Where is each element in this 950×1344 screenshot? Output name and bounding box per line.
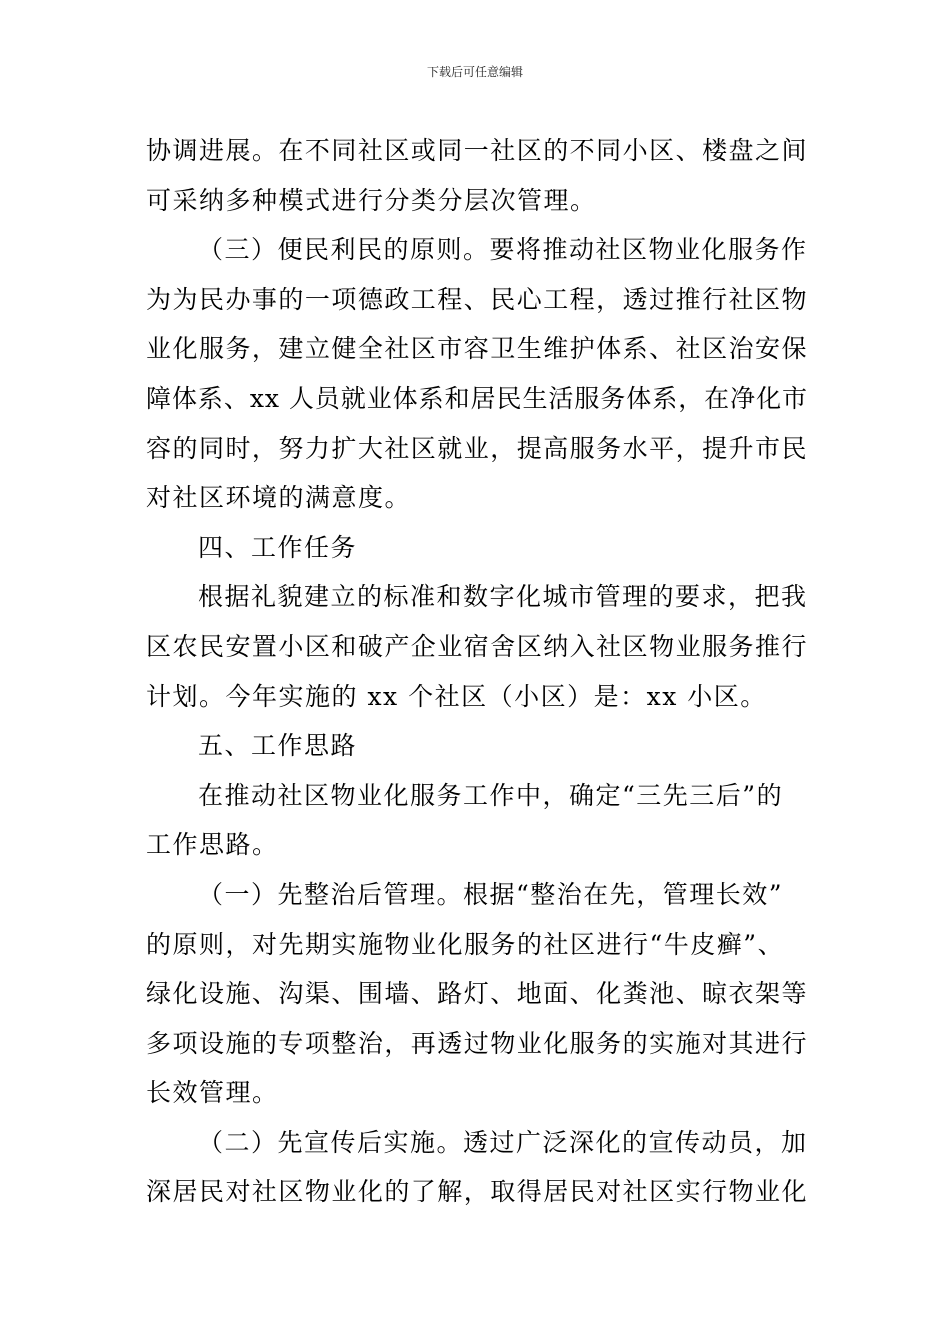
text-line: 计划。今年实施的 xx 个社区（小区）是：xx 小区。	[146, 681, 767, 711]
text-line: 在推动社区物业化服务工作中，确定“三先三后”的	[198, 780, 784, 810]
text-line: 障体系、xx 人员就业体系和居民生活服务体系，在净化市	[146, 383, 808, 413]
document-body	[146, 126, 808, 1217]
text-line: 对社区环境的满意度。	[146, 483, 412, 513]
text-line: （二）先宣传后实施。透过广泛深化的宣传动员，加	[198, 1127, 808, 1157]
text-line: 四、工作任务	[198, 532, 358, 562]
text-line: （三）便民利民的原则。要将推动社区物业化服务作	[198, 235, 808, 265]
text-line: 业化服务，建立健全社区市容卫生维护体系、社区治安保	[146, 334, 808, 364]
text-line: 深居民对社区物业化的了解，取得居民对社区实行物业化	[146, 1177, 808, 1207]
text-line: 长效管理。	[146, 1078, 279, 1108]
text-line: 容的同时，努力扩大社区就业，提高服务水平，提升市民	[146, 433, 808, 463]
text-line: （一）先整治后管理。根据“整治在先，管理长效”	[198, 879, 784, 909]
text-line: 工作思路。	[146, 830, 279, 860]
page-header: 下载后可任意编辑	[426, 65, 523, 79]
text-line: 的原则，对先期实施物业化服务的社区进行“牛皮癣”、	[146, 929, 785, 959]
text-line: 协调进展。在不同社区或同一社区的不同小区、楼盘之间	[146, 136, 808, 165]
text-line: 根据礼貌建立的标准和数字化城市管理的要求，把我	[198, 582, 808, 612]
text-line: 区农民安置小区和破产企业宿舍区纳入社区物业服务推行	[146, 631, 808, 661]
text-line: 为为民办事的一项德政工程、民心工程，透过推行社区物	[146, 284, 808, 314]
text-line: 多项设施的专项整治，再透过物业化服务的实施对其进行	[146, 1028, 808, 1058]
text-line: 可采纳多种模式进行分类分层次管理。	[146, 185, 597, 215]
text-line: 五、工作思路	[198, 731, 358, 761]
text-line: 绿化设施、沟渠、围墙、路灯、地面、化粪池、晾衣架等	[146, 979, 808, 1009]
